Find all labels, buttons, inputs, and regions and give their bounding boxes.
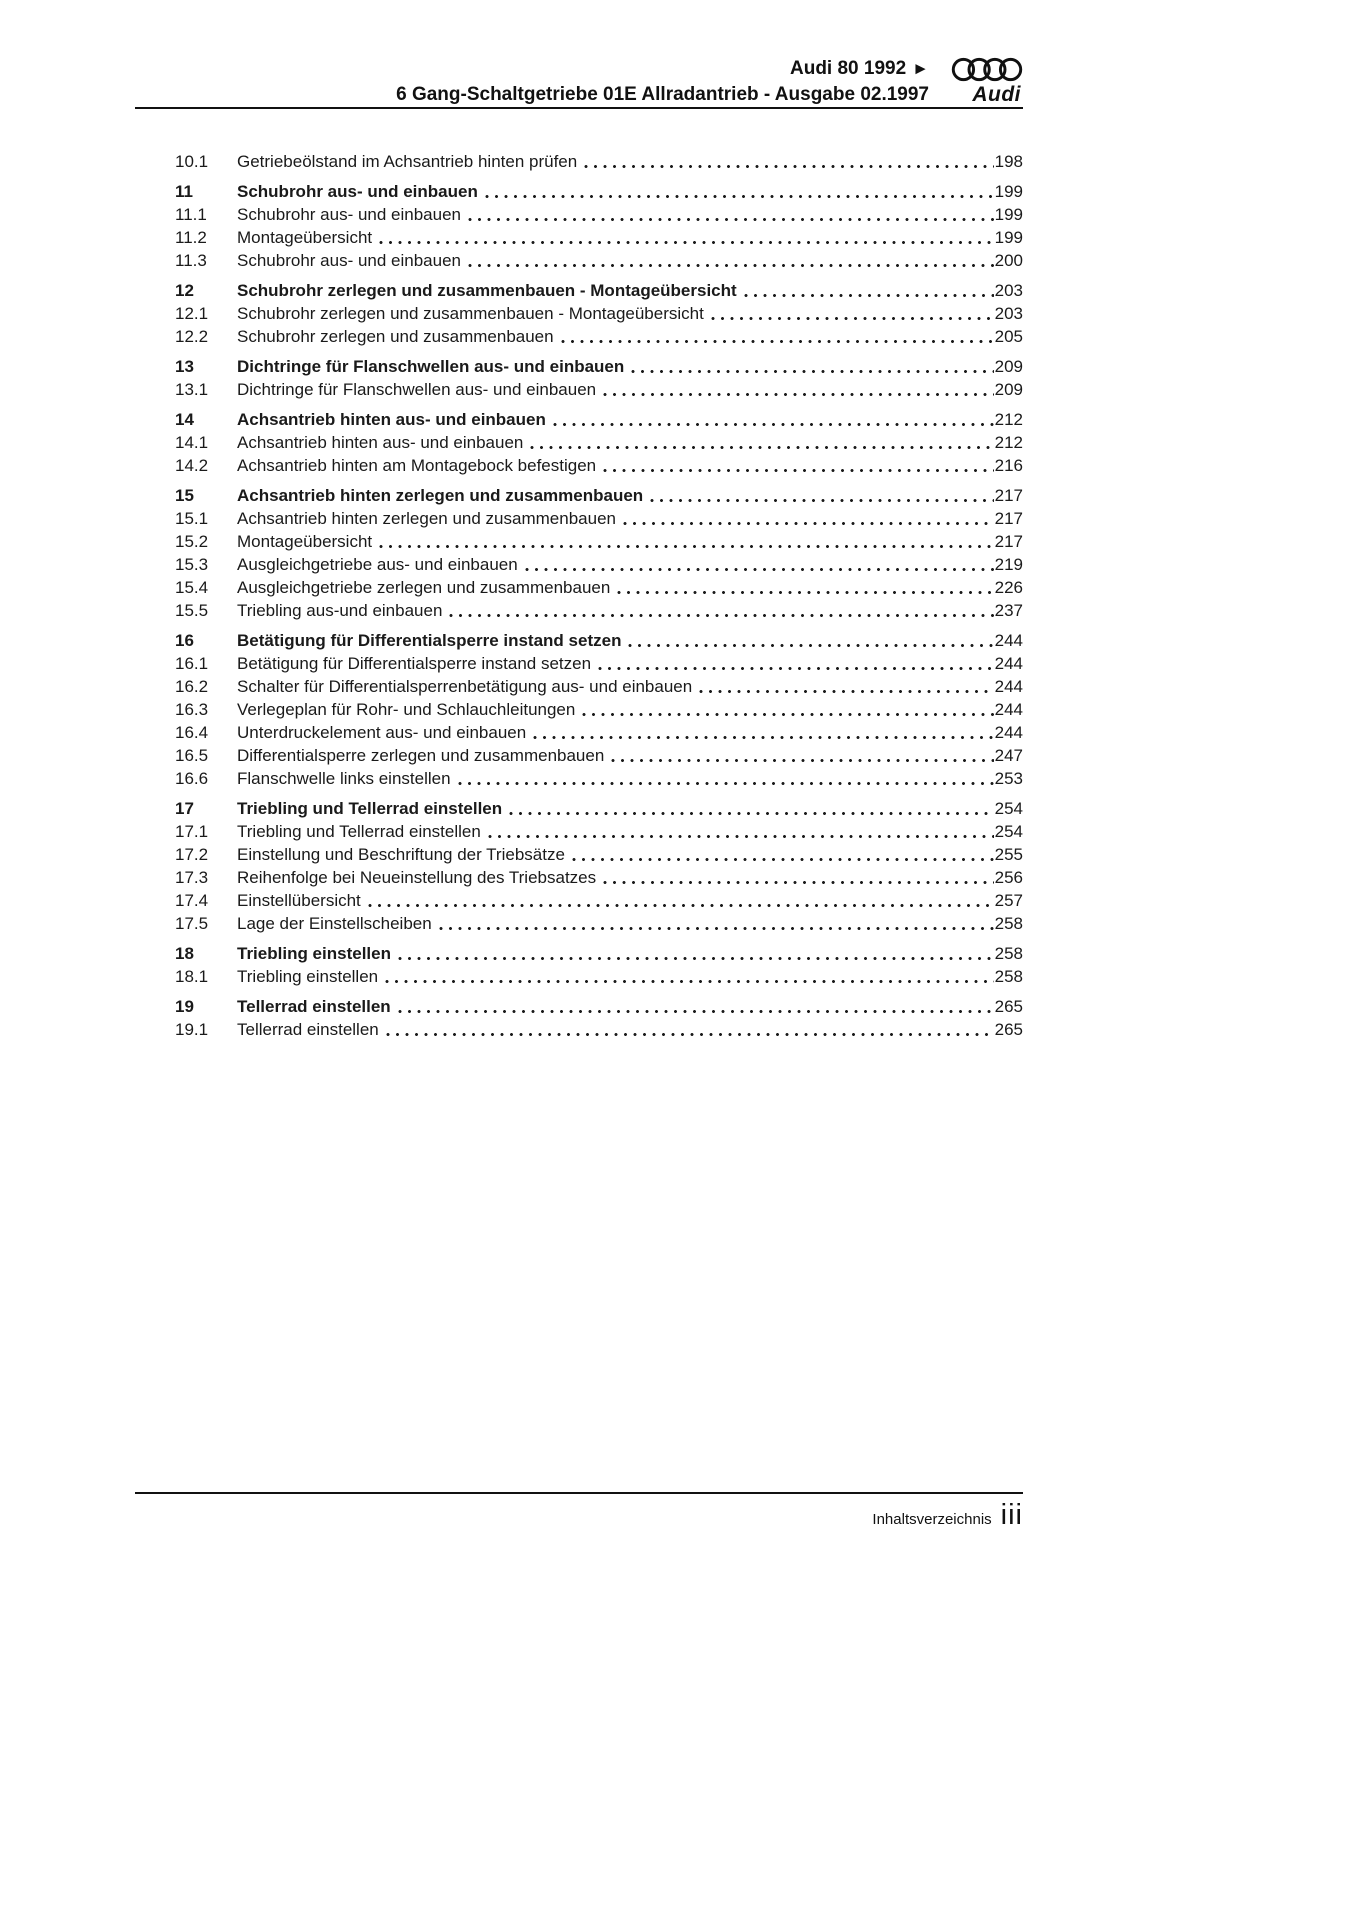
- dot-leader: [530, 445, 993, 450]
- toc-entry-title: Achsantrieb hinten am Montagebock befestigen: [237, 456, 597, 475]
- toc-entry-title: Dichtringe für Flanschwellen aus- und einbauen: [237, 380, 597, 399]
- dot-leader: [398, 1009, 994, 1014]
- dot-leader: [468, 263, 994, 268]
- toc-entry-number: 10.1: [175, 152, 209, 171]
- toc-row: [175, 629, 1023, 652]
- toc-entry-title: Ausgleichgetriebe zerlegen und zusammenbauen: [237, 578, 611, 597]
- dot-leader: [603, 468, 994, 473]
- toc-entry-page: 265: [994, 1020, 1023, 1039]
- right-arrow-icon: ►: [912, 59, 929, 78]
- dot-leader: [449, 613, 993, 618]
- toc-row: [175, 843, 1023, 866]
- toc-entry-title: Schubrohr aus- und einbauen: [237, 182, 478, 201]
- dot-leader: [386, 1032, 994, 1037]
- dot-leader: [553, 422, 994, 427]
- toc-row: [175, 302, 1023, 325]
- page-header: [135, 56, 1023, 108]
- toc-entry-number: 12.2: [175, 327, 209, 346]
- toc-row: [175, 203, 1023, 226]
- toc-entry-number: 18: [175, 944, 194, 963]
- toc-entry-number: 17.4: [175, 891, 209, 910]
- toc-entry-page: 203: [994, 304, 1023, 323]
- toc-entry-page: 226: [994, 578, 1023, 597]
- toc-entry-number: 17: [175, 799, 194, 818]
- toc-row: [175, 408, 1023, 431]
- toc-entry-page: 253: [994, 769, 1023, 788]
- dot-leader: [439, 926, 994, 931]
- dot-leader: [379, 240, 993, 245]
- footer-section-label: Inhaltsverzeichnis: [872, 1511, 992, 1528]
- toc-entry-number: 15.4: [175, 578, 209, 597]
- toc-entry-title: Betätigung für Differentialsperre instand setzen: [237, 631, 622, 650]
- toc-entry-number: 17.2: [175, 845, 209, 864]
- toc-entry-number: 17.1: [175, 822, 209, 841]
- dot-leader: [598, 666, 994, 671]
- toc-entry-page: 217: [994, 486, 1023, 505]
- toc-entry-page: 199: [994, 205, 1023, 224]
- toc-entry-number: 16.5: [175, 746, 209, 765]
- toc-row: [175, 530, 1023, 553]
- toc-row: [175, 965, 1023, 988]
- toc-entry-page: 199: [994, 182, 1023, 201]
- header-row-model: [135, 56, 1023, 82]
- dot-leader: [509, 811, 993, 816]
- toc-entry-title: Tellerrad einstellen: [237, 997, 391, 1016]
- toc-entry-page: 219: [994, 555, 1023, 574]
- toc-entry-title: Schubrohr zerlegen und zusammenbauen: [237, 327, 554, 346]
- toc-entry-title: Triebling und Tellerrad einstellen: [237, 822, 481, 841]
- toc-entry-title: Achsantrieb hinten zerlegen und zusammenbauen: [237, 486, 644, 505]
- toc-entry-title: Schalter für Differentialsperrenbetätigung aus- und einbauen: [237, 677, 693, 696]
- dot-leader: [561, 339, 994, 344]
- toc-row: [175, 744, 1023, 767]
- dot-leader: [385, 979, 994, 984]
- toc-entry-title: Triebling und Tellerrad einstellen: [237, 799, 503, 818]
- toc-entry-number: 15.5: [175, 601, 209, 620]
- header-divider: [135, 107, 1023, 109]
- toc-entry-title: Ausgleichgetriebe aus- und einbauen: [237, 555, 518, 574]
- dot-leader: [631, 369, 993, 374]
- page-footer: [135, 1500, 1023, 1530]
- toc-entry-number: 15.1: [175, 509, 209, 528]
- toc-entry-number: 16.3: [175, 700, 209, 719]
- toc-row: [175, 599, 1023, 622]
- toc-entry-page: 237: [994, 601, 1023, 620]
- toc-entry-page: 209: [994, 380, 1023, 399]
- footer-page-number: iii: [1000, 1499, 1023, 1531]
- toc-entry-title: Schubrohr zerlegen und zusammenbauen - Montageübersicht: [237, 281, 737, 300]
- toc-entry-number: 11.1: [175, 205, 207, 224]
- toc-row: [175, 721, 1023, 744]
- toc-entry-page: 244: [994, 654, 1023, 673]
- toc-entry-number: 17.5: [175, 914, 209, 933]
- toc-entry-number: 11.2: [175, 228, 207, 247]
- toc-entry-number: 16.6: [175, 769, 209, 788]
- toc-entry-number: 11: [175, 182, 193, 201]
- toc-entry-page: 203: [994, 281, 1023, 300]
- toc-entry-number: 13: [175, 357, 194, 376]
- toc-entry-page: 244: [994, 700, 1023, 719]
- toc-entry-number: 19.1: [175, 1020, 209, 1039]
- toc-row: [175, 180, 1023, 203]
- dot-leader: [611, 758, 993, 763]
- toc-entry-page: 217: [994, 509, 1023, 528]
- toc-entry-title: Lage der Einstellscheiben: [237, 914, 432, 933]
- toc-entry-page: 198: [994, 152, 1023, 171]
- toc-entry-title: Differentialsperre zerlegen und zusammenbauen: [237, 746, 605, 765]
- dot-leader: [623, 521, 994, 526]
- toc-row: [175, 652, 1023, 675]
- dot-leader: [368, 903, 994, 908]
- toc-row: [175, 553, 1023, 576]
- toc-entry-number: 12: [175, 281, 194, 300]
- toc-entry-title: Achsantrieb hinten zerlegen und zusammenbauen: [237, 509, 616, 528]
- dot-leader: [711, 316, 994, 321]
- toc-row: [175, 767, 1023, 790]
- toc-entry-title: Unterdruckelement aus- und einbauen: [237, 723, 527, 742]
- toc-entry-page: 255: [994, 845, 1023, 864]
- toc-row: [175, 226, 1023, 249]
- toc-row: [175, 484, 1023, 507]
- dot-leader: [488, 834, 994, 839]
- toc-row: [175, 378, 1023, 401]
- toc-entry-number: 18.1: [175, 967, 209, 986]
- toc-entry-title: Schubrohr aus- und einbauen: [237, 205, 461, 224]
- toc-row: [175, 995, 1023, 1018]
- toc-entry-title: Einstellung und Beschriftung der Triebsätze: [237, 845, 565, 864]
- dot-leader: [533, 735, 993, 740]
- toc-entry-page: 216: [994, 456, 1023, 475]
- dot-leader: [485, 194, 994, 199]
- toc-row: [175, 325, 1023, 348]
- toc-entry-page: 257: [994, 891, 1023, 910]
- toc-entry-title: Tellerrad einstellen: [237, 1020, 379, 1039]
- toc-entry-title: Achsantrieb hinten aus- und einbauen: [237, 410, 546, 429]
- toc-row: [175, 279, 1023, 302]
- header-model-text: Audi 80 1992: [790, 58, 907, 79]
- toc-entry-title: Einstellübersicht: [237, 891, 361, 910]
- toc-entry-number: 16.4: [175, 723, 209, 742]
- toc-entry-page: 265: [994, 997, 1023, 1016]
- toc-entry-title: Flanschwelle links einstellen: [237, 769, 451, 788]
- dot-leader: [650, 498, 993, 503]
- toc-entry-page: 244: [994, 677, 1023, 696]
- toc-entry-title: Montageübersicht: [237, 532, 373, 551]
- toc-list: [135, 150, 1023, 1041]
- toc-entry-number: 12.1: [175, 304, 209, 323]
- toc-row: [175, 866, 1023, 889]
- dot-leader: [572, 857, 994, 862]
- toc-entry-number: 17.3: [175, 868, 209, 887]
- toc-row: [175, 889, 1023, 912]
- toc-entry-title: Schubrohr aus- und einbauen: [237, 251, 461, 270]
- dot-leader: [603, 392, 994, 397]
- dot-leader: [584, 164, 993, 169]
- toc-row: [175, 820, 1023, 843]
- dot-leader: [525, 567, 994, 572]
- toc-row: [175, 942, 1023, 965]
- toc-row: [175, 454, 1023, 477]
- toc-row: [175, 355, 1023, 378]
- dot-leader: [379, 544, 993, 549]
- toc-row: [175, 1018, 1023, 1041]
- toc-entry-title: Dichtringe für Flanschwellen aus- und einbauen: [237, 357, 625, 376]
- toc-entry-page: 200: [994, 251, 1023, 270]
- toc-entry-page: 212: [994, 410, 1023, 429]
- toc-entry-number: 16: [175, 631, 194, 650]
- toc-row: [175, 431, 1023, 454]
- toc-entry-page: 244: [994, 631, 1023, 650]
- toc-entry-title: Getriebeölstand im Achsantrieb hinten prüfen: [237, 152, 578, 171]
- header-row-title: [135, 82, 1023, 108]
- toc-row: [175, 698, 1023, 721]
- toc-entry-number: 14.2: [175, 456, 209, 475]
- toc-entry-title: Reihenfolge bei Neueinstellung des Triebsatzes: [237, 868, 597, 887]
- dot-leader: [699, 689, 993, 694]
- toc-entry-page: 199: [994, 228, 1023, 247]
- toc-entry-title: Triebling aus-und einbauen: [237, 601, 443, 620]
- toc-entry-page: 212: [994, 433, 1023, 452]
- dot-leader: [603, 880, 994, 885]
- toc-entry-page: 258: [994, 967, 1023, 986]
- dot-leader: [458, 781, 994, 786]
- toc-row: [175, 150, 1023, 173]
- header-doc-title: 6 Gang-Schaltgetriebe 01E Allradantrieb - Ausgabe 02.1997: [396, 84, 929, 105]
- toc-entry-title: Schubrohr zerlegen und zusammenbauen - Montageübersicht: [237, 304, 704, 323]
- footer-divider: [135, 1492, 1023, 1494]
- toc-entry-page: 217: [994, 532, 1023, 551]
- toc-row: [175, 507, 1023, 530]
- toc-entry-number: 16.1: [175, 654, 209, 673]
- toc-row: [175, 912, 1023, 935]
- header-model-line: [790, 56, 929, 82]
- dot-leader: [468, 217, 994, 222]
- toc-entry-title: Betätigung für Differentialsperre instand setzen: [237, 654, 592, 673]
- toc-entry-page: 205: [994, 327, 1023, 346]
- toc-entry-number: 15: [175, 486, 194, 505]
- toc-entry-title: Verlegeplan für Rohr- und Schlauchleitungen: [237, 700, 576, 719]
- toc-entry-title: Achsantrieb hinten aus- und einbauen: [237, 433, 524, 452]
- dot-leader: [617, 590, 993, 595]
- toc-row: [175, 576, 1023, 599]
- toc-entry-title: Triebling einstellen: [237, 967, 379, 986]
- audi-rings-logo: [951, 57, 1023, 82]
- toc-entry-page: 254: [994, 822, 1023, 841]
- toc-entry-number: 19: [175, 997, 194, 1016]
- toc-entry-page: 258: [994, 914, 1023, 933]
- dot-leader: [628, 643, 993, 648]
- audi-wordmark: Audi: [972, 83, 1021, 106]
- toc-entry-title: Triebling einstellen: [237, 944, 391, 963]
- dot-leader: [744, 293, 994, 298]
- toc-row: [175, 249, 1023, 272]
- toc-entry-number: 14: [175, 410, 194, 429]
- toc-entry-number: 13.1: [175, 380, 209, 399]
- toc-entry-number: 15.2: [175, 532, 209, 551]
- toc-entry-page: 254: [994, 799, 1023, 818]
- toc-entry-page: 247: [994, 746, 1023, 765]
- toc-entry-page: 258: [994, 944, 1023, 963]
- toc-row: [175, 797, 1023, 820]
- toc-entry-number: 16.2: [175, 677, 209, 696]
- toc-entry-number: 11.3: [175, 251, 207, 270]
- toc-entry-page: 209: [994, 357, 1023, 376]
- toc-entry-page: 256: [994, 868, 1023, 887]
- toc-entry-title: Montageübersicht: [237, 228, 373, 247]
- toc-entry-number: 14.1: [175, 433, 209, 452]
- toc-row: [175, 675, 1023, 698]
- toc-entry-page: 244: [994, 723, 1023, 742]
- dot-leader: [582, 712, 993, 717]
- toc-entry-number: 15.3: [175, 555, 209, 574]
- dot-leader: [398, 956, 994, 961]
